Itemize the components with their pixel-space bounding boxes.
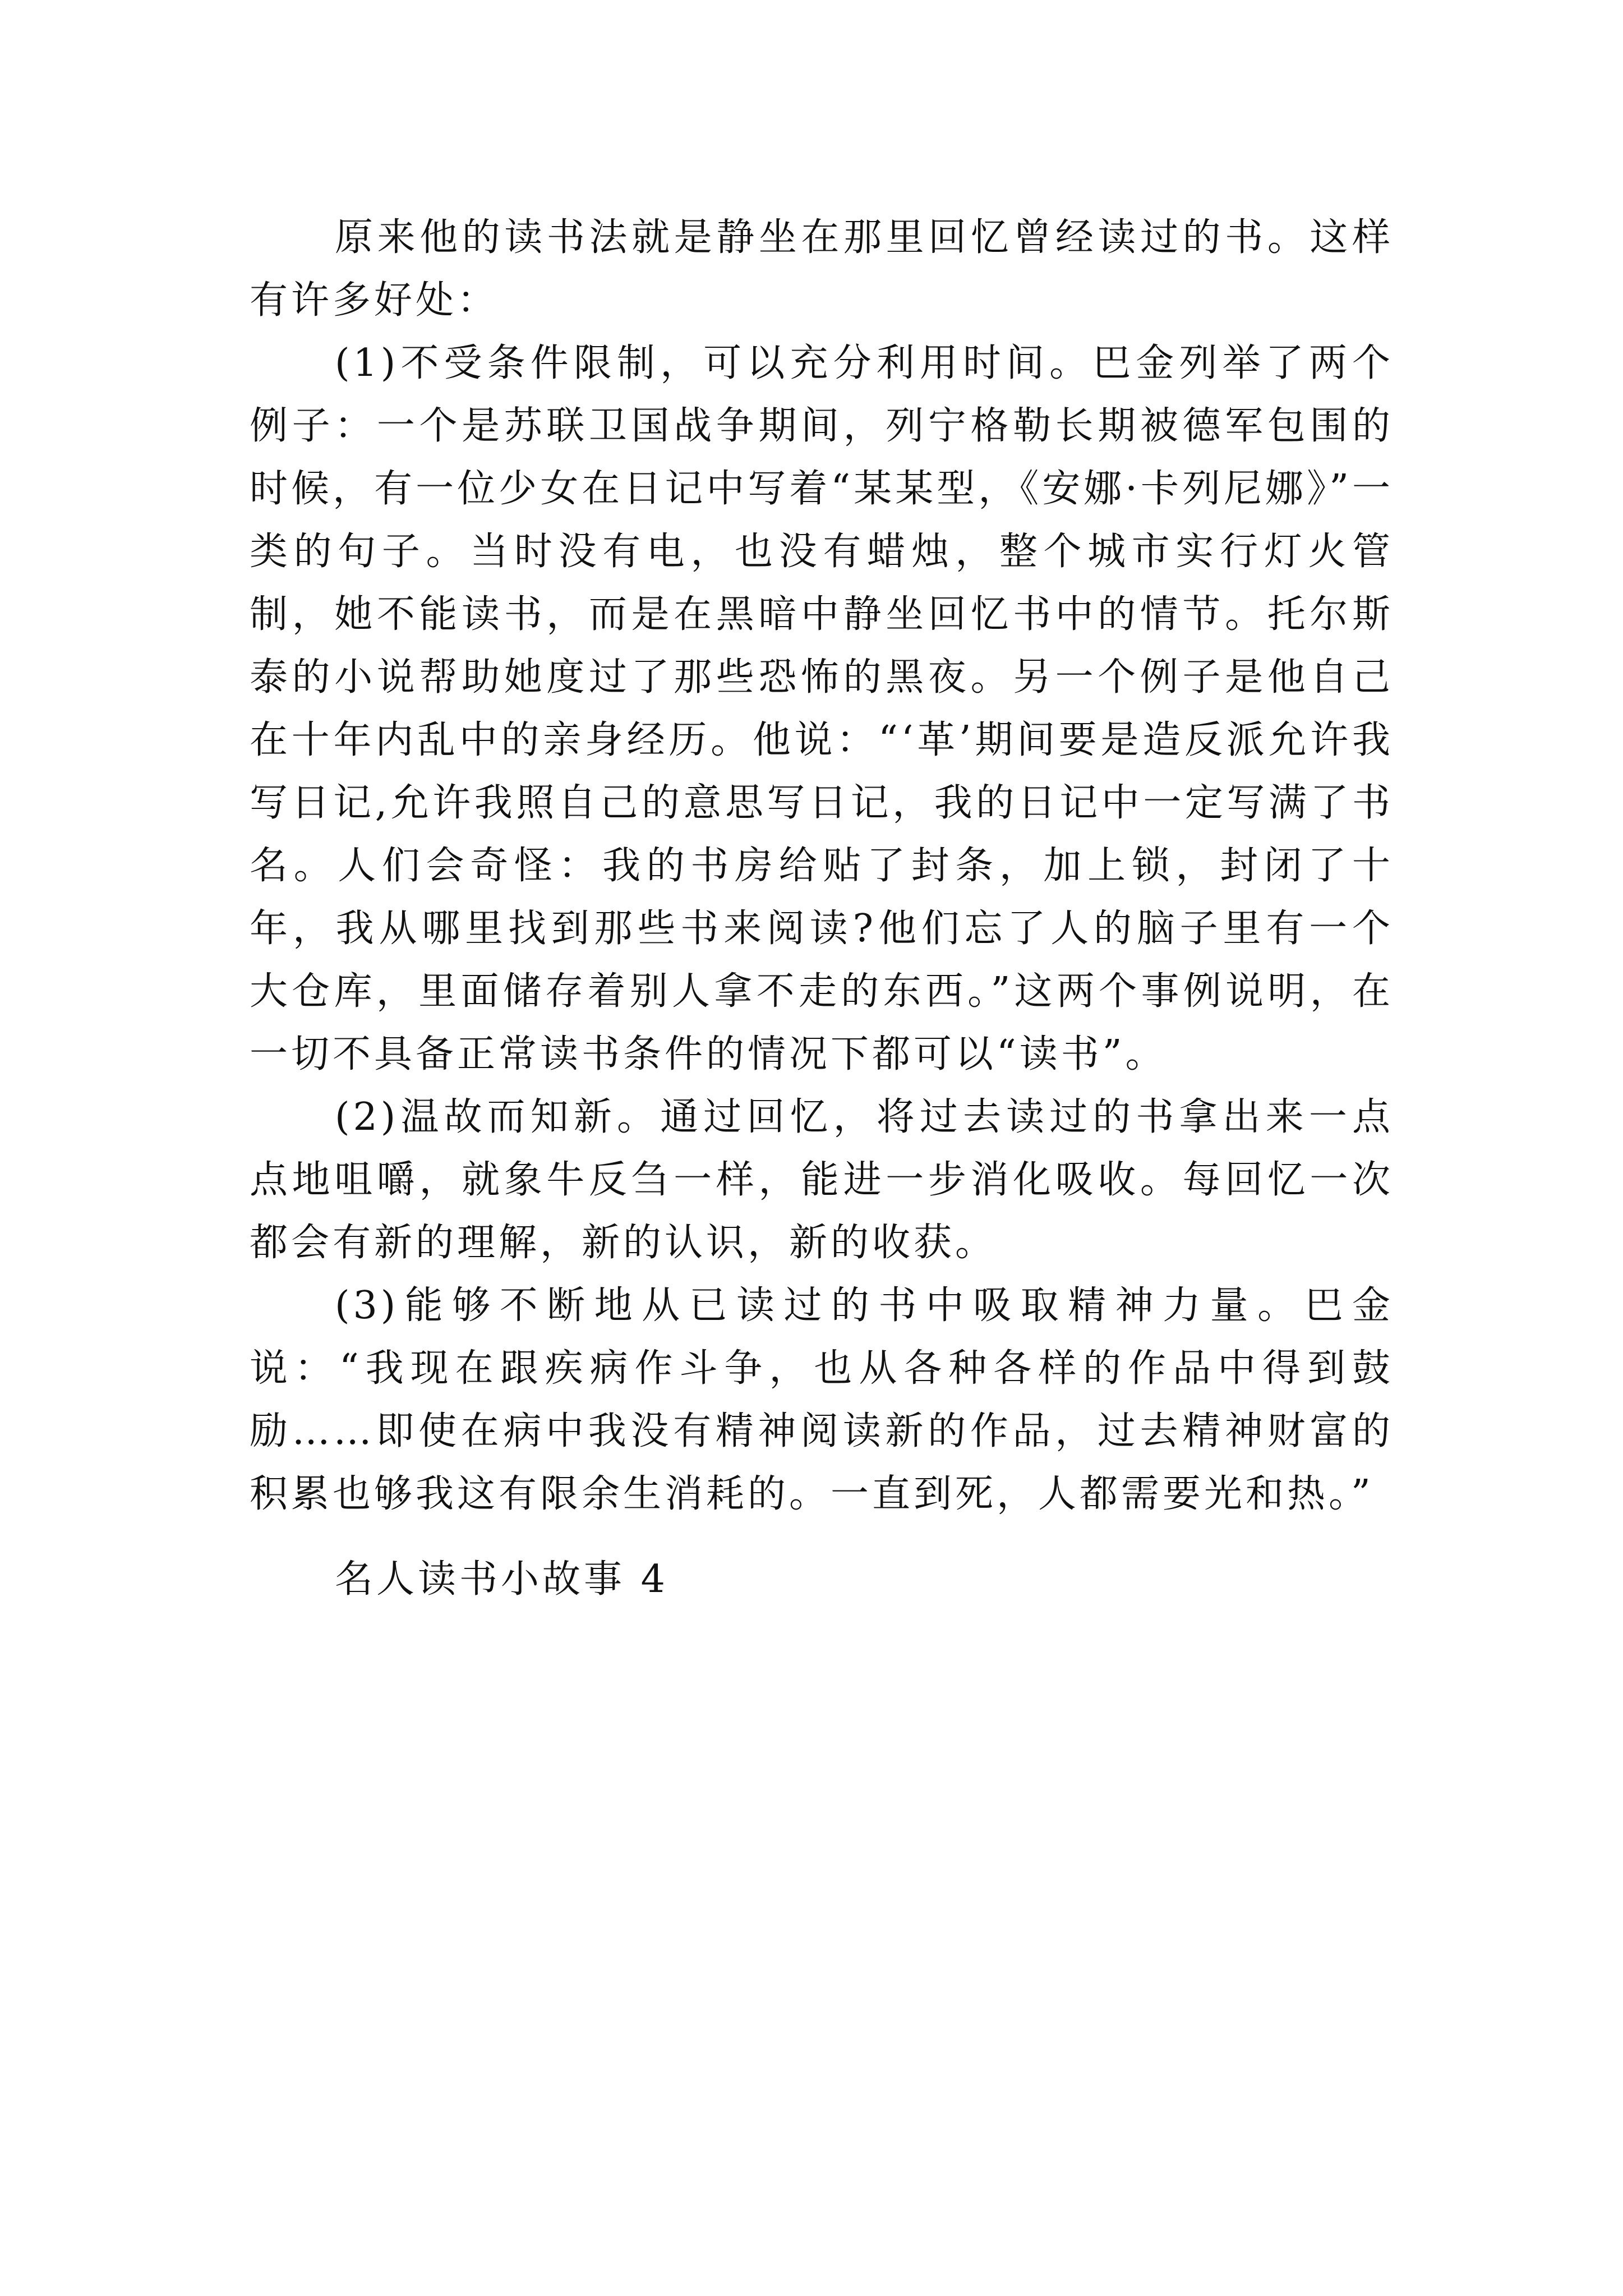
paragraph-point-1: (1)不受条件限制，可以充分利用时间。巴金列举了两个例子：一个是苏联卫国战争期间，列宁格勒长期被德军包围的时候，有一位少女在日记中写着“某某型，《安娜·卡列尼娜》”一类的句子。当时没有电，也没有蜡烛，整个城市实行灯火管制，她不能读书，而是在黑暗中静坐回忆书中的情节。托尔斯泰的小说帮助她度过了那些恐怖的黑夜。另一个例子是他自己在十年内乱中的亲身经历。他说：“‘革’期间要是造反派允许我写日记,允许我照自己的意思写日记，我的日记中一定写满了书名。人们会奇怪：我的书房给贴了封条，加上锁，封闭了十年，我从哪里找到那些书来阅读?他们忘了人的脑子里有一个大仓库，里面储存着别人拿不走的东西。”这两个事例说明，在一切不具备正常读书条件的情况下都可以“读书”。 — [250, 341, 1394, 1076]
paragraph-point-3: (3)能够不断地从已读过的书中吸取精神力量。巴金说：“我现在跟疾病作斗争，也从各种各样的作品中得到鼓励……即使在病中我没有精神阅读新的作品，过去精神财富的积累也够我这有限余生消耗的。一直到死，人都需要光和热。” — [250, 1283, 1394, 1516]
paragraph-intro: 原来他的读书法就是静坐在那里回忆曾经读过的书。这样有许多好处： — [250, 215, 1394, 323]
paragraph-point-2: (2)温故而知新。通过回忆，将过去读过的书拿出来一点点地咀嚼，就象牛反刍一样，能进一步消化吸收。每回忆一次都会有新的理解，新的认识，新的收获。 — [250, 1095, 1394, 1265]
document-body — [250, 206, 1394, 1611]
section-heading: 名人读书小故事 4 — [335, 1557, 668, 1602]
